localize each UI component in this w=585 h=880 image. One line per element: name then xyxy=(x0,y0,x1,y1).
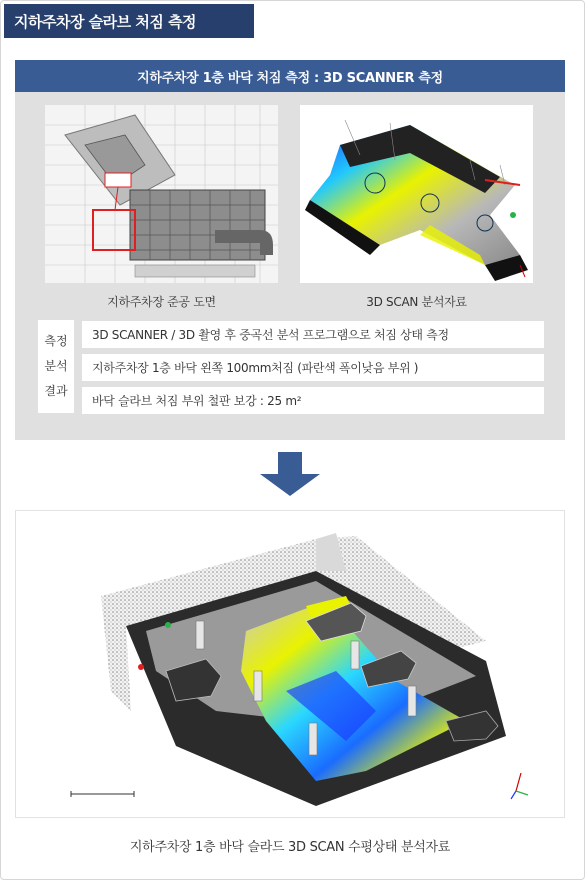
result-row: 3D SCANNER / 3D 촬영 후 중곡선 분석 프로그램으로 처짐 상태 측정 xyxy=(82,321,544,348)
result-label-line-2: 분석 xyxy=(44,359,68,373)
page-title: 지하주차장 슬라브 처짐 측정 xyxy=(4,4,254,38)
result-row: 바닥 슬라브 처짐 부위 철판 보강 : 25 m² xyxy=(82,387,544,414)
measurement-panel xyxy=(15,60,565,440)
panel-header: 지하주차장 1층 바닥 처짐 측정 : 3D SCANNER 측정 xyxy=(15,60,565,92)
point-cloud-3d-scan-icon xyxy=(16,511,564,817)
result-label-line-3: 결과 xyxy=(44,384,68,398)
floor-plan-caption: 지하주차장 준공 도면 xyxy=(107,295,216,309)
scan-analysis-caption: 3D SCAN 분석자료 xyxy=(366,295,467,309)
scan-analysis-image xyxy=(300,105,533,283)
result-label-line-1: 측정 xyxy=(44,334,68,348)
floor-plan-image xyxy=(45,105,278,283)
floor-plan-drawing-icon xyxy=(45,105,278,283)
scan-heatmap-icon xyxy=(300,105,533,283)
bottom-caption: 지하주차장 1층 바닥 슬라드 3D SCAN 수평상태 분석자료 xyxy=(129,840,451,855)
result-label xyxy=(38,320,74,413)
result-row: 지하주차장 1층 바닥 왼쪽 100mm처짐 (파란색 폭이낮음 부위 ) xyxy=(82,354,544,381)
point-cloud-image xyxy=(15,510,565,818)
down-arrow-icon xyxy=(258,452,322,498)
